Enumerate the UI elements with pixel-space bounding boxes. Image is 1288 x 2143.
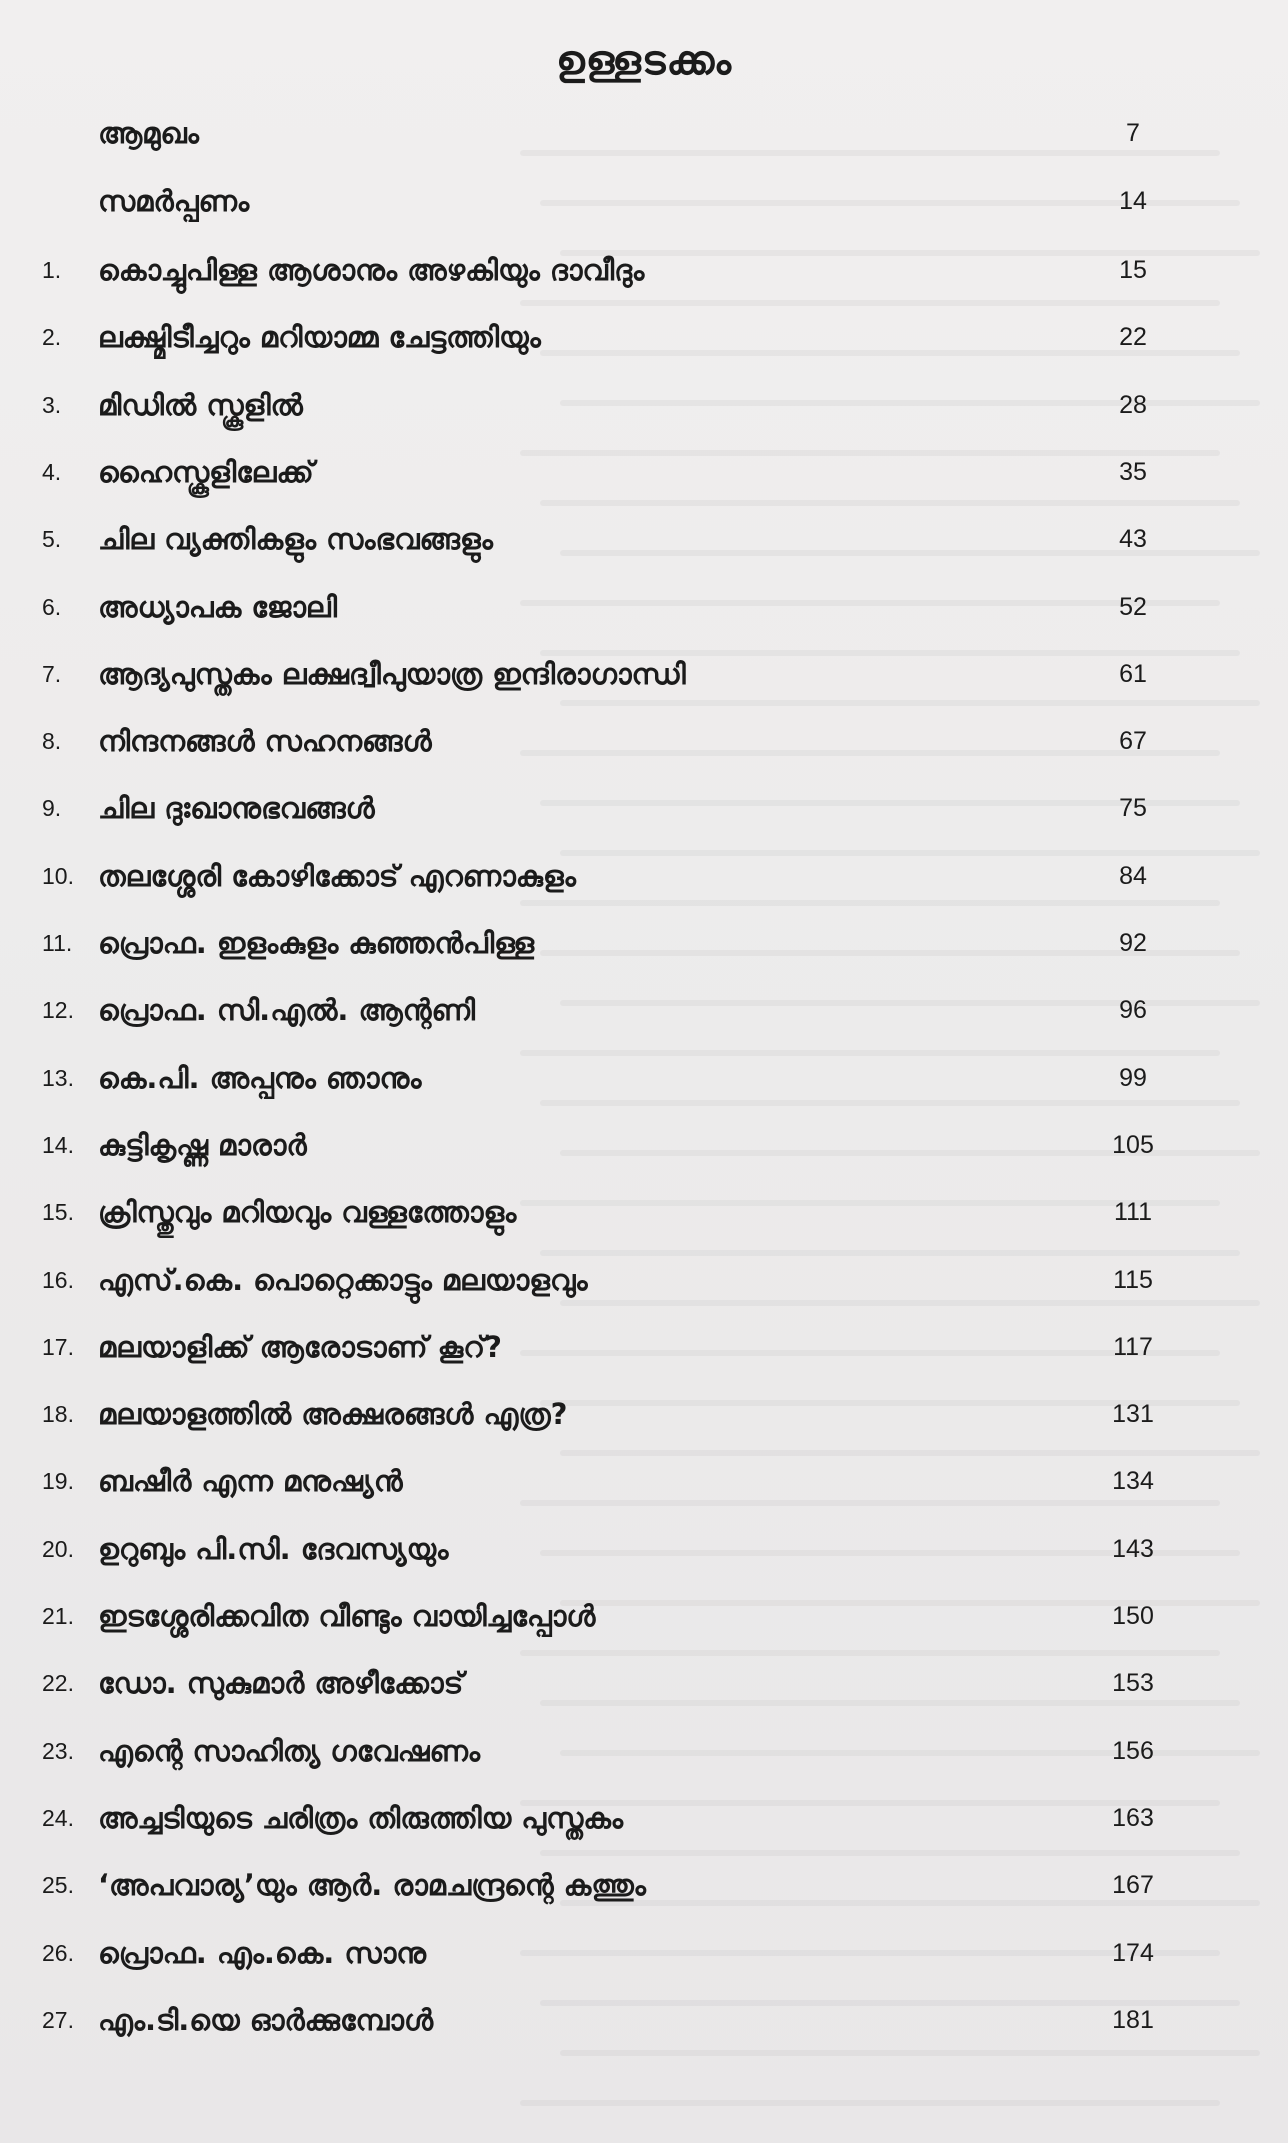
toc-chapter-entry: [0, 1726, 1288, 1776]
chapter-page-number: 134: [1112, 1467, 1154, 1495]
toc-chapter-entry: [0, 1120, 1288, 1170]
chapter-number: 26.: [42, 1940, 74, 1966]
chapter-title: ‘അപവാര്യ’യും ആർ. രാമചന്ദ്രന്റെ കത്തും: [98, 1868, 646, 1902]
chapter-title: എസ്.കെ. പൊറ്റെക്കാട്ടും മലയാളവും: [98, 1263, 588, 1297]
toc-chapter-entry: [0, 447, 1288, 497]
chapter-title: എന്റെ സാഹിത്യ ഗവേഷണം: [98, 1734, 481, 1768]
chapter-number: 27.: [42, 2007, 74, 2033]
chapter-number: 4.: [42, 459, 62, 485]
chapter-page-number: 181: [1112, 2006, 1154, 2034]
toc-chapter-entry: [0, 1524, 1288, 1574]
chapter-page-number: 115: [1113, 1266, 1153, 1294]
toc-chapter-entry: [0, 245, 1288, 295]
bleed-through-line: [520, 1650, 1220, 1656]
toc-chapter-entry: [0, 1456, 1288, 1506]
toc-chapter-entry: [0, 985, 1288, 1035]
chapter-title: എം.ടി.യെ ഓർക്കുമ്പോൾ: [98, 2003, 434, 2037]
chapter-number: 11.: [42, 930, 73, 956]
chapter-page-number: 143: [1112, 1535, 1154, 1563]
chapter-number: 24.: [42, 1805, 74, 1831]
chapter-number: 1.: [42, 257, 62, 283]
chapter-number: 14.: [42, 1132, 74, 1158]
toc-front-entry: [0, 176, 1288, 226]
chapter-title: പ്രൊഫ. സി.എൽ. ആന്റണി: [98, 993, 476, 1027]
bleed-through-line: [540, 1850, 1240, 1856]
toc-chapter-entry: [0, 1053, 1288, 1103]
chapter-page-number: 153: [1112, 1669, 1154, 1697]
chapter-number: 20.: [42, 1536, 74, 1562]
chapter-number: 6.: [42, 594, 62, 620]
chapter-number: 8.: [42, 728, 62, 754]
chapter-number: 15.: [42, 1199, 74, 1225]
chapter-title: കുട്ടികൃഷ്ണ മാരാർ: [98, 1128, 307, 1162]
chapter-page-number: 28: [1119, 391, 1147, 419]
chapter-page-number: 61: [1119, 660, 1147, 688]
chapter-page-number: 52: [1119, 593, 1147, 621]
chapter-number: 13.: [42, 1065, 74, 1091]
chapter-number: 17.: [42, 1334, 74, 1360]
chapter-page-number: 150: [1112, 1602, 1154, 1630]
chapter-page-number: 92: [1119, 929, 1147, 957]
bleed-through-line: [560, 700, 1260, 706]
chapter-page-number: 131: [1112, 1400, 1154, 1428]
chapter-page-number: 84: [1119, 862, 1147, 890]
chapter-title: ലക്ഷ്മിടീച്ചറും മറിയാമ്മ ചേട്ടത്തിയും: [98, 320, 541, 354]
toc-chapter-entry: [0, 1658, 1288, 1708]
toc-chapter-entry: [0, 716, 1288, 766]
chapter-number: 21.: [42, 1603, 74, 1629]
chapter-title: ചില ദുഃഖാനുഭവങ്ങൾ: [98, 791, 375, 825]
chapter-title: ഉറുബും പി.സി. ദേവസ്യയും: [98, 1532, 449, 1566]
entry-title: ആമുഖം: [98, 116, 199, 150]
chapter-number: 10.: [42, 863, 74, 889]
chapter-page-number: 105: [1112, 1131, 1154, 1159]
toc-chapter-entry: [0, 1187, 1288, 1237]
toc-chapter-entry: [0, 1591, 1288, 1641]
toc-chapter-entry: [0, 1793, 1288, 1843]
chapter-page-number: 117: [1113, 1333, 1153, 1361]
chapter-number: 7.: [42, 661, 62, 687]
chapter-page-number: 99: [1119, 1064, 1147, 1092]
chapter-title: ക്രിസ്തുവും മറിയവും വള്ളത്തോളും: [98, 1195, 517, 1229]
chapter-page-number: 163: [1112, 1804, 1154, 1832]
chapter-number: 9.: [42, 795, 62, 821]
chapter-title: ചില വ്യക്തികളും സംഭവങ്ങളും: [98, 522, 493, 556]
toc-chapter-entry: [0, 1322, 1288, 1372]
chapter-number: 16.: [42, 1267, 74, 1293]
bleed-through-line: [520, 2100, 1220, 2106]
toc-chapter-entry: [0, 851, 1288, 901]
chapter-page-number: 174: [1112, 1939, 1154, 1967]
chapter-title: അധ്യാപക ജോലി: [98, 590, 337, 624]
chapter-page-number: 167: [1112, 1871, 1154, 1899]
toc-chapter-entry: [0, 1995, 1288, 2045]
chapter-title: കൊച്ചുപിള്ള ആശാനും അഴകിയും ദാവീദും: [98, 253, 645, 287]
chapter-title: കെ.പി. അപ്പനും ഞാനും: [98, 1061, 422, 1095]
chapter-number: 18.: [42, 1401, 74, 1427]
toc-chapter-entry: [0, 1928, 1288, 1978]
chapter-title: മിഡിൽ സ്കൂളിൽ: [98, 388, 303, 422]
entry-title: സമർപ്പണം: [98, 184, 250, 218]
page-title: ഉള്ളടക്കം: [555, 38, 733, 84]
toc-chapter-entry: [0, 514, 1288, 564]
toc-chapter-entry: [0, 1255, 1288, 1305]
chapter-page-number: 67: [1119, 727, 1147, 755]
chapter-page-number: 156: [1112, 1737, 1154, 1765]
toc-chapter-entry: [0, 918, 1288, 968]
chapter-title: പ്രൊഫ. ഇളംകുളം കുഞ്ഞൻപിള്ള: [98, 926, 535, 960]
chapter-page-number: 43: [1119, 525, 1147, 553]
chapter-title: നിന്ദനങ്ങൾ സഹനങ്ങൾ: [98, 724, 432, 758]
chapter-title: അച്ചടിയുടെ ചരിത്രം തിരുത്തിയ പുസ്തകം: [98, 1801, 624, 1835]
entry-page-number: 7: [1126, 119, 1140, 147]
chapter-title: മലയാളിക്ക് ആരോടാണ് കൂറ്?: [98, 1330, 502, 1364]
toc-chapter-entry: [0, 649, 1288, 699]
bleed-through-line: [560, 2050, 1260, 2056]
chapter-title: ഇടശ്ശേരിക്കവിത വീണ്ടും വായിച്ചപ്പോൾ: [98, 1599, 596, 1633]
chapter-page-number: 15: [1119, 256, 1147, 284]
chapter-title: തലശ്ശേരി കോഴിക്കോട് എറണാകുളം: [98, 859, 576, 893]
chapter-page-number: 22: [1119, 323, 1147, 351]
toc-chapter-entry: [0, 783, 1288, 833]
chapter-title: പ്രൊഫ. എം.കെ. സാനു: [98, 1936, 427, 1970]
chapter-number: 22.: [42, 1670, 74, 1696]
chapter-title: ബഷീർ എന്ന മനുഷ്യൻ: [98, 1464, 403, 1498]
chapter-number: 25.: [42, 1872, 74, 1898]
toc-chapter-entry: [0, 1860, 1288, 1910]
chapter-page-number: 111: [1113, 1198, 1152, 1226]
chapter-title: മലയാളത്തിൽ അക്ഷരങ്ങൾ എത്ര?: [98, 1397, 568, 1431]
bleed-through-line: [520, 300, 1220, 306]
toc-front-entry: [0, 108, 1288, 158]
chapter-page-number: 75: [1119, 794, 1147, 822]
chapter-title: ആദ്യപുസ്തകം ലക്ഷദ്വീപുയാത്ര ഇന്ദിരാഗാന്ധി: [98, 657, 686, 691]
chapter-title: ഡോ. സുകുമാർ അഴീക്കോട്: [98, 1666, 464, 1700]
chapter-number: 19.: [42, 1468, 74, 1494]
toc-chapter-entry: [0, 1389, 1288, 1439]
toc-chapter-entry: [0, 380, 1288, 430]
toc-chapter-entry: [0, 312, 1288, 362]
chapter-number: 5.: [42, 526, 62, 552]
entry-page-number: 14: [1119, 187, 1147, 215]
bleed-through-line: [540, 500, 1240, 506]
chapter-number: 3.: [42, 392, 62, 418]
chapter-page-number: 96: [1119, 996, 1147, 1024]
chapter-number: 2.: [42, 324, 62, 350]
chapter-number: 12.: [42, 997, 74, 1023]
chapter-number: 23.: [42, 1738, 74, 1764]
chapter-page-number: 35: [1119, 458, 1147, 486]
toc-chapter-entry: [0, 582, 1288, 632]
chapter-title: ഹൈസ്കൂളിലേക്ക്: [98, 455, 314, 489]
